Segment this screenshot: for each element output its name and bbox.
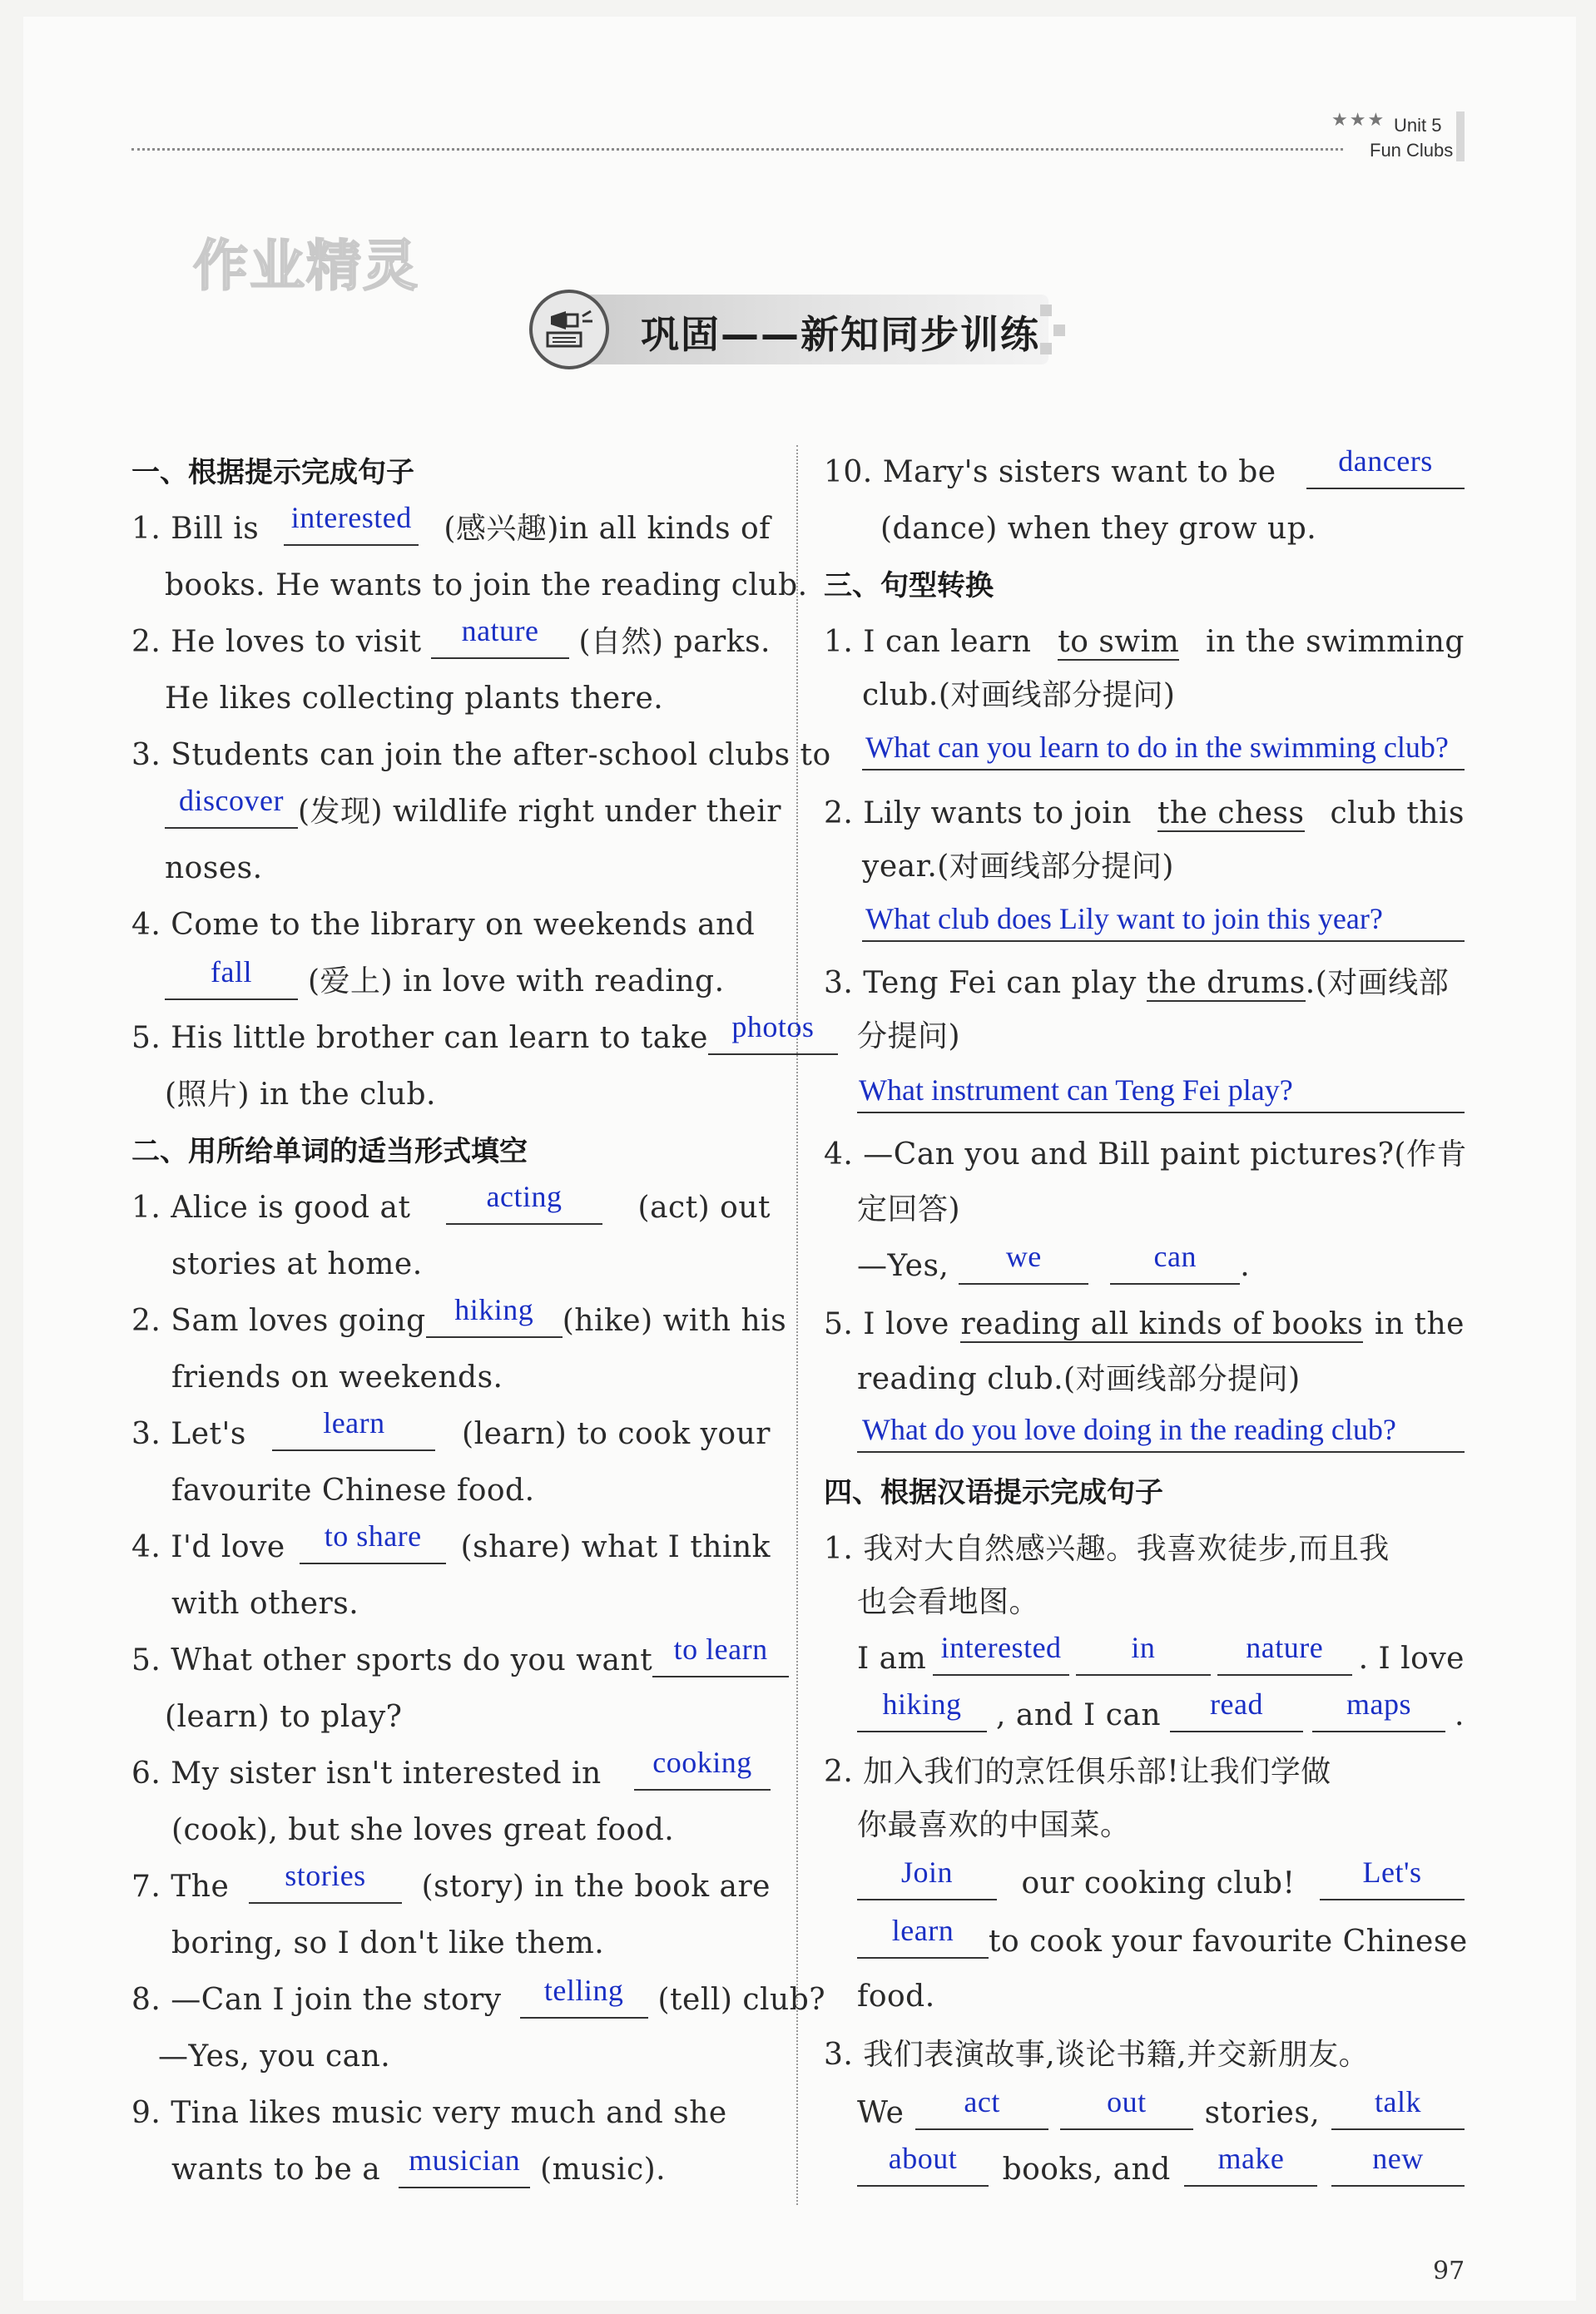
question-text: 2. Sam loves going bbox=[131, 1304, 426, 1338]
question-line bbox=[131, 1293, 787, 1340]
header-divider bbox=[131, 148, 1343, 151]
question-text: 1. Bill is bbox=[131, 512, 260, 546]
question-text: He likes collecting plants there. bbox=[165, 681, 664, 716]
question-text: our cooking club! bbox=[1021, 1866, 1296, 1900]
question-text bbox=[131, 737, 831, 774]
banner-title: 巩固——新知同步训练 bbox=[641, 312, 1040, 357]
question-text: books. He wants to join the reading club. bbox=[165, 568, 808, 602]
answer-text: What instrument can Teng Fei play? bbox=[859, 1073, 1293, 1107]
answer-text: can bbox=[1153, 1240, 1197, 1273]
answer-text: What club does Lily want to join this year? bbox=[865, 902, 1383, 935]
answer-text: maps bbox=[1346, 1687, 1411, 1721]
question-text: (爱上) in love with reading. bbox=[307, 964, 725, 998]
question-line bbox=[131, 1974, 826, 2019]
question-line bbox=[131, 1859, 771, 1905]
answer-line[interactable] bbox=[862, 769, 1465, 771]
answer-text: to learn bbox=[673, 1633, 768, 1666]
answer-text: read bbox=[1210, 1687, 1263, 1721]
question-text: to cook your favourite Chinese bbox=[989, 1925, 1468, 1959]
question-text: 1. I can learn bbox=[824, 625, 1032, 659]
question-text: . bbox=[1240, 1249, 1251, 1283]
question-text: 1. 我对大自然感兴趣。我喜欢徒步,而且我 bbox=[824, 1532, 1390, 1566]
question-line bbox=[857, 1687, 1465, 1734]
question-text: —Yes, you can. bbox=[158, 2039, 391, 2074]
question-text: books, and bbox=[1002, 2153, 1171, 2187]
question-text: in the bbox=[1374, 1307, 1465, 1341]
answer-text: acting bbox=[486, 1180, 563, 1213]
question-text: (cook), but she loves great food. bbox=[171, 1813, 675, 1847]
question-text: reading club.(对画线部分提问) bbox=[857, 1362, 1301, 1396]
answer-blank[interactable] bbox=[933, 1631, 1069, 1676]
section-title: 一、根据提示完成句子 bbox=[131, 456, 414, 489]
answer-text: photos bbox=[731, 1010, 815, 1043]
question-text: wants to be a bbox=[171, 2153, 381, 2187]
question-text: 定回答) bbox=[857, 1192, 961, 1226]
question-text: (照片) in the club. bbox=[165, 1078, 436, 1112]
answer-text: fall bbox=[211, 955, 252, 989]
question-text: 你最喜欢的中国菜。 bbox=[857, 1808, 1131, 1842]
question-text: 3. 我们表演故事,谈论书籍,并交新朋友。 bbox=[824, 2038, 1370, 2072]
answer-text: telling bbox=[543, 1974, 624, 2007]
answer-blank[interactable] bbox=[1312, 1687, 1445, 1732]
answer-blank[interactable] bbox=[300, 1519, 446, 1564]
underlined-phrase: reading all kinds of books bbox=[960, 1307, 1364, 1341]
answer-text: interested bbox=[290, 501, 412, 534]
answer-blank[interactable] bbox=[915, 2085, 1048, 2130]
answer-text: Let's bbox=[1362, 1856, 1422, 1889]
question-text: 9. Tina likes music very much and she bbox=[131, 2096, 727, 2130]
question-text: 5. I love bbox=[824, 1307, 949, 1341]
answer-text: discover bbox=[179, 784, 284, 817]
answer-text: about bbox=[888, 2142, 958, 2175]
answer-text: hiking bbox=[454, 1293, 534, 1326]
answer-text: talk bbox=[1375, 2085, 1421, 2118]
question-text: favourite Chinese food. bbox=[171, 1474, 535, 1508]
answer-blank[interactable] bbox=[857, 1856, 997, 1900]
question-text: 分提问) bbox=[857, 1019, 961, 1053]
answer-blank[interactable] bbox=[634, 1746, 771, 1791]
answer-text: new bbox=[1372, 2142, 1424, 2175]
question-line bbox=[131, 501, 771, 548]
banner-decoration bbox=[1040, 305, 1052, 316]
answer-text: nature bbox=[461, 614, 539, 647]
answer-blank[interactable] bbox=[1170, 1687, 1303, 1732]
banner-decoration bbox=[1040, 343, 1052, 354]
page-number: 97 bbox=[1433, 2257, 1465, 2286]
question-text: (tell) club? bbox=[657, 1983, 826, 2017]
answer-blank[interactable] bbox=[1110, 1240, 1240, 1285]
question-text: with others. bbox=[171, 1587, 359, 1621]
answer-blank[interactable] bbox=[708, 1010, 838, 1055]
answer-text: hiking bbox=[882, 1687, 962, 1721]
underlined-phrase: the drums bbox=[1146, 966, 1306, 1000]
question-text: —Yes, bbox=[857, 1249, 949, 1283]
header-bar bbox=[1456, 111, 1465, 161]
question-line bbox=[131, 1180, 771, 1226]
question-text: We bbox=[857, 2096, 905, 2130]
answer-blank[interactable] bbox=[1076, 1631, 1211, 1676]
question-text: 5. What other sports do you want bbox=[131, 1643, 653, 1677]
question-text: (act) out bbox=[637, 1191, 771, 1225]
question-text bbox=[131, 907, 771, 944]
question-line bbox=[131, 614, 771, 661]
answer-line[interactable] bbox=[857, 1112, 1465, 1113]
question-line bbox=[857, 1914, 1468, 1960]
answer-text: stories bbox=[285, 1859, 366, 1892]
answer-text: nature bbox=[1246, 1631, 1324, 1664]
answer-text: musician bbox=[409, 2143, 521, 2177]
answer-text: dancers bbox=[1338, 444, 1433, 478]
question-text: 7. The bbox=[131, 1870, 230, 1904]
answer-blank[interactable] bbox=[1306, 444, 1465, 489]
question-line bbox=[131, 1633, 771, 1679]
answer-blank[interactable] bbox=[284, 501, 419, 546]
question-text: (share) what I think bbox=[460, 1530, 771, 1564]
question-line bbox=[165, 784, 781, 830]
answer-text: learn bbox=[323, 1406, 385, 1439]
question-line bbox=[824, 1306, 1465, 1343]
question-text: (learn) to play? bbox=[165, 1700, 403, 1734]
question-line bbox=[824, 795, 1465, 832]
question-line bbox=[857, 1856, 1465, 1902]
unit-title: Fun Clubs bbox=[1370, 140, 1454, 161]
answer-text: Join bbox=[900, 1856, 953, 1889]
answer-blank[interactable] bbox=[1184, 2142, 1317, 2187]
question-text: 2. 加入我们的烹饪俱乐部!让我们学做 bbox=[824, 1755, 1331, 1789]
answer-blank[interactable] bbox=[857, 2142, 989, 2187]
question-text: .(对画线部 bbox=[1305, 966, 1450, 1000]
question-line bbox=[131, 1406, 771, 1453]
question-text: 6. My sister isn't interested in bbox=[131, 1757, 602, 1791]
question-line bbox=[165, 955, 725, 1000]
question-text: 也会看地图。 bbox=[857, 1585, 1040, 1619]
question-text: (learn) to cook your bbox=[462, 1417, 771, 1451]
answer-blank[interactable] bbox=[857, 1914, 989, 1959]
answer-text: learn bbox=[891, 1914, 954, 1947]
answer-blank[interactable] bbox=[1320, 1856, 1465, 1900]
question-line bbox=[171, 2143, 667, 2188]
question-text: 4. —Can you and Bill paint pictures?(作肯 bbox=[824, 1137, 1467, 1172]
answer-blank[interactable] bbox=[1060, 2085, 1193, 2130]
question-line bbox=[857, 1240, 1251, 1285]
answer-text: to share bbox=[324, 1519, 422, 1553]
question-text: 10. Mary's sisters want to be bbox=[824, 455, 1276, 489]
question-text: noses. bbox=[165, 851, 263, 885]
question-text: 8. —Can I join the story bbox=[131, 1983, 502, 2017]
question-line bbox=[824, 965, 1449, 1002]
answer-blank[interactable] bbox=[959, 1240, 1088, 1285]
question-line bbox=[131, 1519, 771, 1566]
question-line bbox=[131, 1746, 771, 1792]
question-text: 3. Teng Fei can play bbox=[824, 966, 1137, 1000]
question-text: club this bbox=[1330, 796, 1465, 830]
megaphone-book-icon bbox=[529, 290, 609, 369]
answer-text: we bbox=[1005, 1240, 1042, 1273]
column-divider bbox=[796, 445, 798, 2205]
question-text: in the swimming bbox=[1206, 625, 1465, 659]
answer-text: What do you love doing in the reading club? bbox=[862, 1413, 1396, 1446]
question-text: 4. I'd love bbox=[131, 1530, 285, 1564]
question-text: (感兴趣)in all kinds of bbox=[444, 512, 771, 546]
question-text: , and I can bbox=[996, 1698, 1161, 1732]
question-text: stories at home. bbox=[171, 1247, 423, 1281]
question-line bbox=[857, 2142, 1465, 2188]
section-title: 二、用所给单词的适当形式填空 bbox=[131, 1135, 528, 1168]
question-text: (music). bbox=[540, 2153, 667, 2187]
question-text: . I love bbox=[1358, 1642, 1465, 1676]
answer-blank[interactable] bbox=[652, 1633, 789, 1677]
stars-icon: ★★★ bbox=[1331, 110, 1386, 131]
question-text: 3. Let's bbox=[131, 1417, 246, 1451]
question-text: (hike) with his bbox=[562, 1304, 787, 1338]
question-line bbox=[824, 624, 1465, 661]
unit-label: Unit 5 bbox=[1394, 115, 1442, 136]
answer-text: in bbox=[1131, 1631, 1156, 1664]
question-text: food. bbox=[857, 1980, 935, 2014]
question-text: 3. Students can join the after-school clubs to bbox=[131, 738, 831, 772]
question-text: 1. Alice is good at bbox=[131, 1191, 411, 1225]
answer-blank[interactable] bbox=[431, 614, 569, 659]
answer-blank[interactable] bbox=[520, 1974, 648, 2019]
banner-decoration bbox=[1053, 325, 1065, 336]
section-title: 三、句型转换 bbox=[824, 569, 994, 602]
question-line bbox=[824, 444, 1465, 491]
question-line bbox=[857, 1631, 1465, 1677]
answer-text: cooking bbox=[652, 1746, 752, 1779]
question-text: I am bbox=[857, 1642, 927, 1676]
answer-line[interactable] bbox=[857, 1451, 1465, 1453]
answer-text: out bbox=[1107, 2085, 1147, 2118]
answer-line[interactable] bbox=[862, 940, 1465, 942]
underlined-phrase: to swim bbox=[1058, 625, 1180, 659]
question-line bbox=[131, 1010, 815, 1057]
answer-blank[interactable] bbox=[1331, 2085, 1465, 2130]
question-text: friends on weekends. bbox=[171, 1360, 503, 1395]
question-text: . bbox=[1455, 1698, 1465, 1732]
answer-blank[interactable] bbox=[426, 1293, 563, 1338]
answer-blank[interactable] bbox=[399, 2143, 530, 2188]
answer-text: interested bbox=[940, 1631, 1062, 1664]
question-text: (story) in the book are bbox=[421, 1870, 771, 1904]
answer-blank[interactable] bbox=[1217, 1631, 1352, 1676]
answer-text: make bbox=[1217, 2142, 1285, 2175]
question-text: 2. Lily wants to join bbox=[824, 796, 1132, 830]
question-text: (发现) wildlife right under their bbox=[298, 795, 781, 829]
answer-text: act bbox=[964, 2085, 1000, 2118]
question-line bbox=[857, 2085, 1465, 2132]
question-text: boring, so I don't like them. bbox=[171, 1926, 605, 1960]
answer-blank[interactable] bbox=[249, 1859, 402, 1904]
watermark-logo: 作业精灵 bbox=[193, 234, 419, 298]
question-text: 2. He loves to visit bbox=[131, 625, 422, 659]
answer-text: What can you learn to do in the swimming club? bbox=[865, 731, 1449, 764]
question-text: year.(对画线部分提问) bbox=[862, 850, 1174, 884]
section-title: 四、根据汉语提示完成句子 bbox=[824, 1476, 1163, 1509]
answer-blank[interactable] bbox=[272, 1406, 435, 1451]
answer-blank[interactable] bbox=[857, 1687, 987, 1732]
answer-blank[interactable] bbox=[1331, 2142, 1465, 2187]
question-text: (自然) parks. bbox=[578, 625, 771, 659]
question-text: club.(对画线部分提问) bbox=[862, 678, 1176, 712]
answer-blank[interactable] bbox=[165, 955, 298, 1000]
question-text: 4. Come to the library on weekends and bbox=[131, 908, 756, 942]
answer-blank[interactable] bbox=[165, 784, 298, 829]
question-text: stories, bbox=[1204, 2096, 1321, 2130]
question-text: (dance) when they grow up. bbox=[880, 512, 1317, 546]
question-text: 5. His little brother can learn to take bbox=[131, 1021, 708, 1055]
answer-blank[interactable] bbox=[446, 1180, 602, 1225]
question-text bbox=[131, 2095, 771, 2132]
underlined-phrase: the chess bbox=[1157, 796, 1305, 830]
